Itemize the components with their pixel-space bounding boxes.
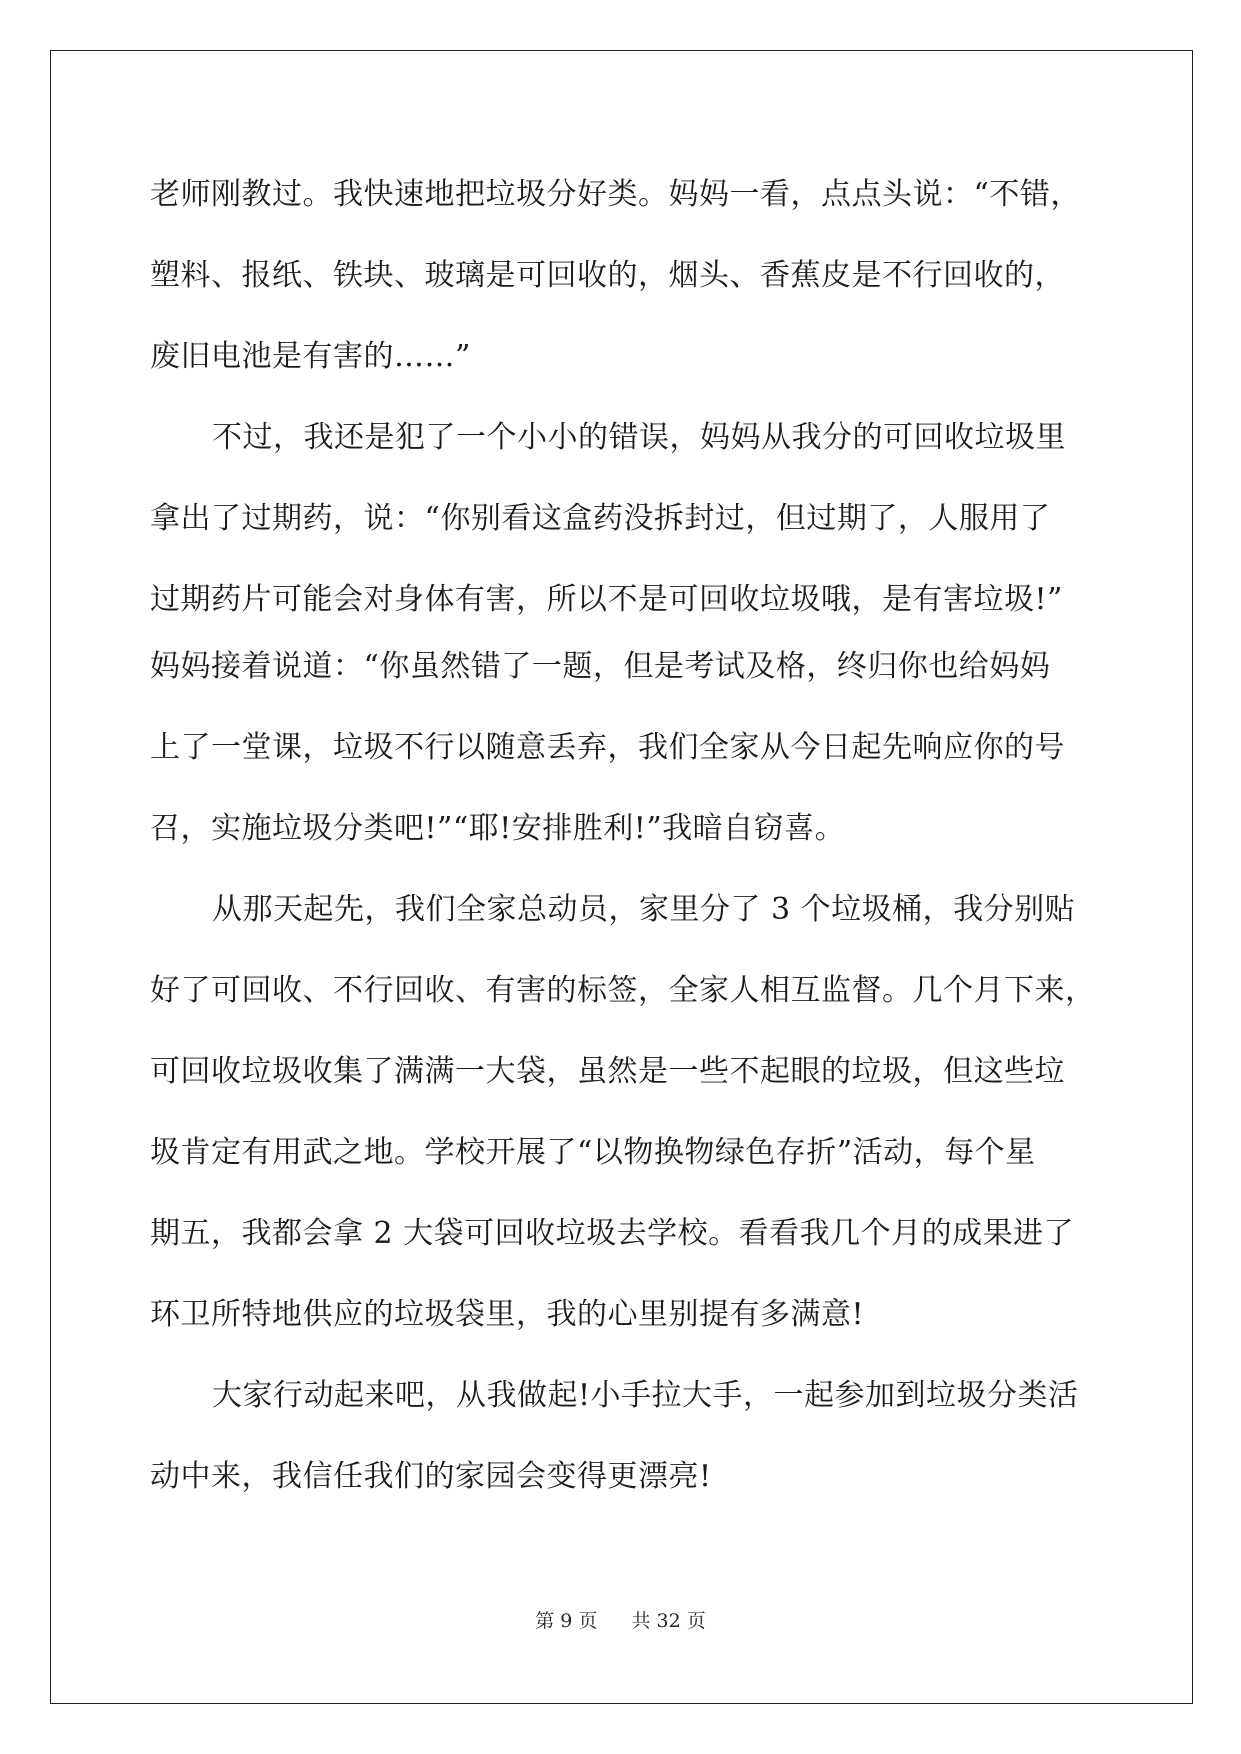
text-line: 环卫所特地供应的垃圾袋里，我的心里别提有多满意! <box>150 1297 865 1332</box>
text-line: 圾肯定有用武之地。学校开展了“以物换物绿色存折”活动，每个星 <box>150 1135 1036 1170</box>
text-line: 好了可回收、不行回收、有害的标签，全家人相互监督。几个月下来， <box>150 973 1096 1008</box>
text-line: 可回收垃圾收集了满满一大袋，虽然是一些不起眼的垃圾，但这些垃 <box>150 1054 1065 1089</box>
text-line: 妈妈接着说道：“你虽然错了一题，但是考试及格，终归你也给妈妈 <box>150 649 1051 684</box>
text-line: 拿出了过期药，说：“你别看这盒药没拆封过，但过期了，人服用了 <box>150 501 1051 536</box>
page-number: 第 9 页 <box>535 1610 598 1632</box>
page-total: 共 32 页 <box>631 1610 706 1632</box>
page-footer <box>0 1606 1241 1633</box>
document-body <box>150 165 1096 1528</box>
text-line: 塑料、报纸、铁块、玻璃是可回收的，烟头、香蕉皮是不行回收的， <box>150 258 1065 293</box>
text-line: 上了一堂课，垃圾不行以随意丢弃，我们全家从今日起先响应你的号 <box>150 730 1065 765</box>
paragraph-start-line: 大家行动起来吧，从我做起!小手拉大手，一起参加到垃圾分类活 <box>212 1378 1079 1413</box>
paragraph-start-line: 不过，我还是犯了一个小小的错误，妈妈从我分的可回收垃圾里 <box>212 420 1066 455</box>
text-line: 动中来，我信任我们的家园会变得更漂亮! <box>150 1459 712 1494</box>
text-line: 召，实施垃圾分类吧!”“耶!安排胜利!”我暗自窃喜。 <box>150 811 846 846</box>
text-line: 过期药片可能会对身体有害，所以不是可回收垃圾哦，是有害垃圾!” <box>150 582 1063 617</box>
text-line: 废旧电池是有害的……” <box>150 339 471 374</box>
paragraph-start-line: 从那天起先，我们全家总动员，家里分了 3 个垃圾桶，我分别贴 <box>212 892 1076 927</box>
text-line: 老师刚教过。我快速地把垃圾分好类。妈妈一看，点点头说：“不错， <box>150 177 1081 212</box>
text-line: 期五，我都会拿 2 大袋可回收垃圾去学校。看看我几个月的成果进了 <box>150 1216 1075 1251</box>
